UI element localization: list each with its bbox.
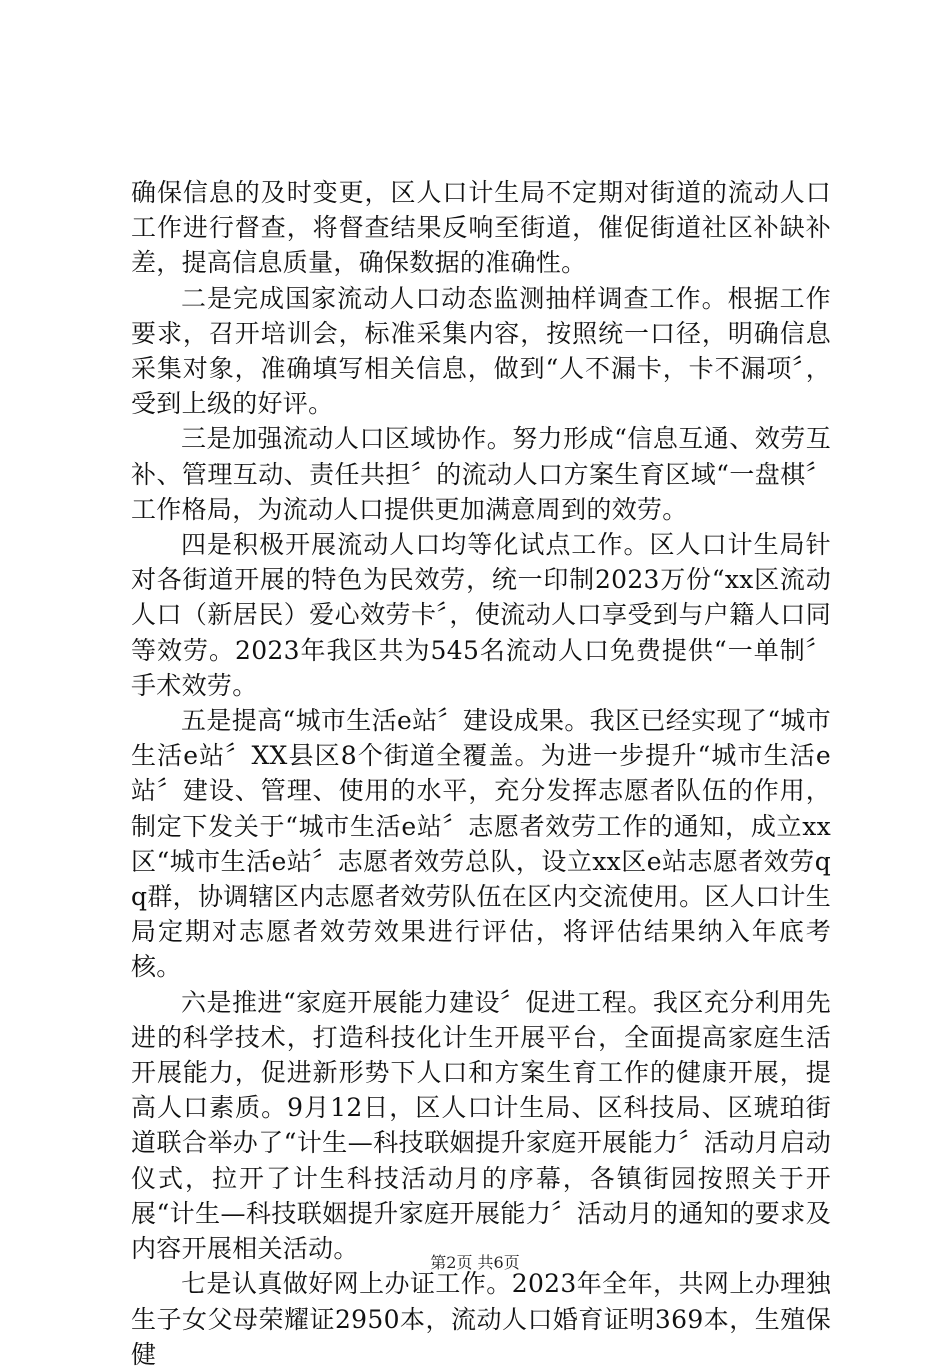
paragraph-item-7: 七是认真做好网上办证工作。2023年全年，共网上办理独生子女父母荣耀证2950本，流动人口婚育证明369本，生殖保健: [131, 1269, 831, 1369]
paragraph-item-3: 三是加强流动人口区域协作。努力形成“信息互通、效劳互补、管理互动、责任共担〞的流动人口方案生育区域“一盘棋〞工作格局，为流动人口提供更加满意周到的效劳。: [131, 424, 831, 524]
document-body: [131, 175, 831, 1372]
paragraph-continuation: 确保信息的及时变更，区人口计生局不定期对街道的流动人口工作进行督查，将督查结果反响至街道，催促街道社区补缺补差，提高信息质量，确保数据的准确性。: [131, 178, 831, 278]
paragraph-item-2: 二是完成国家流动人口动态监测抽样调查工作。根据工作要求，召开培训会，标准采集内容，按照统一口径，明确信息采集对象，准确填写相关信息，做到“人不漏卡，卡不漏项〞，受到上级的好评。: [131, 283, 831, 419]
paragraph-item-6: 六是推进“家庭开展能力建设〞促进工程。我区充分利用先进的科学技术，打造科技化计生开展平台，全面提高家庭生活开展能力，促进新形势下人口和方案生育工作的健康开展，提高人口素质。9月12日，区人口计生局、区科技局、区琥珀街道联合举办了“计生—科技联姻提升家庭开展能力〞活动月启动仪式，拉开了计生科技活动月的序幕，各镇街园按照关于开展“计生—科技联姻提升家庭开展能力〞活动月的通知的要求及内容开展相关活动。: [131, 987, 831, 1264]
paragraph-item-4: 四是积极开展流动人口均等化试点工作。区人口计生局针对各街道开展的特色为民效劳，统一印制2023万份“xx区流动人口（新居民）爱心效劳卡〞，使流动人口享受到与户籍人口同等效劳。2023年我区共为545名流动人口免费提供“一单制〞手术效劳。: [131, 530, 831, 700]
page-number-footer: 第2页 共6页: [430, 1253, 520, 1272]
paragraph-item-5: 五是提高“城市生活e站〞建设成果。我区已经实现了“城市生活e站〞XX县区8个街道全覆盖。为进一步提升“城市生活e站〞建设、管理、使用的水平，充分发挥志愿者队伍的作用，制定下发关于“城市生活e站〞志愿者效劳工作的通知，成立xx区“城市生活e站〞志愿者效劳总队，设立xx区e站志愿者效劳qq群，协调辖区内志愿者效劳队伍在区内交流使用。区人口计生局定期对志愿者效劳效果进行评估，将评估结果纳入年底考核。: [131, 706, 831, 982]
